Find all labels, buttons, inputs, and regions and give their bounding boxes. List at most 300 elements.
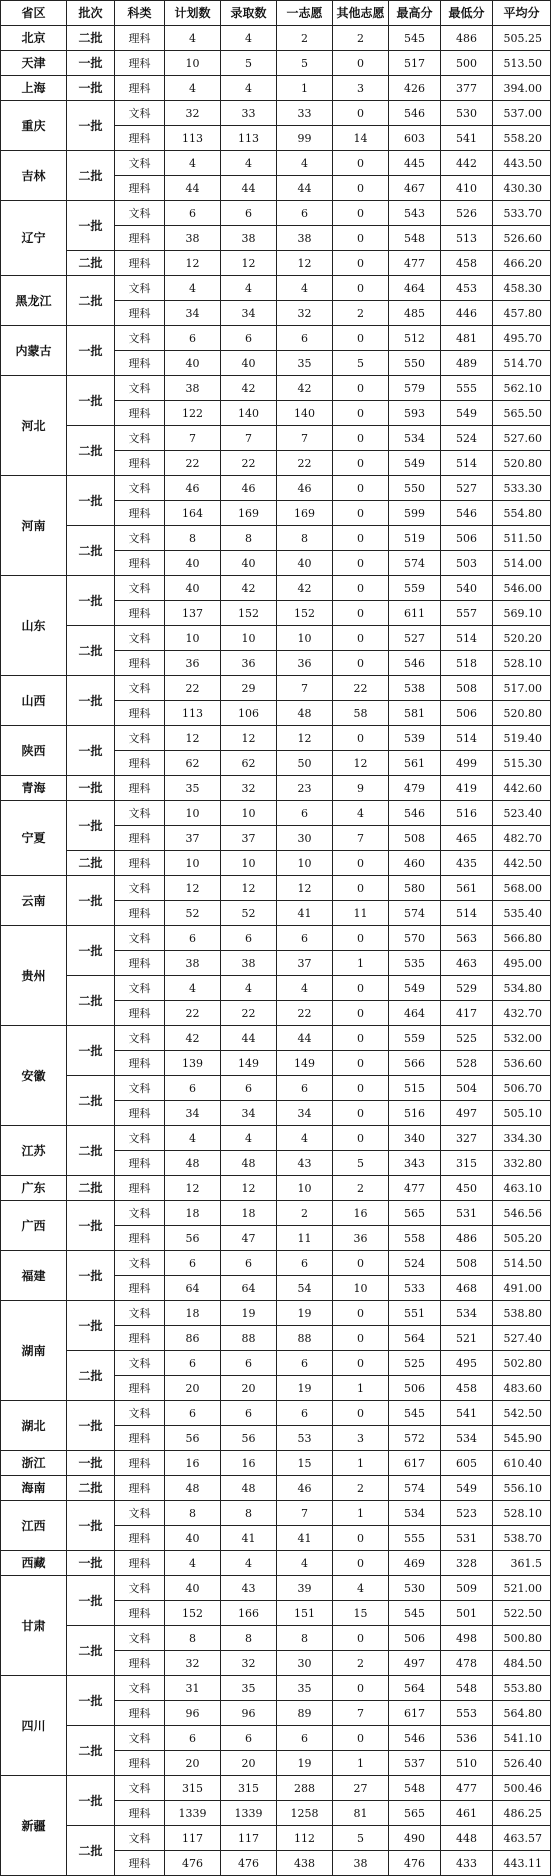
header-avg-score: 平均分: [493, 1, 551, 26]
other-choice-cell: 1: [333, 1376, 389, 1401]
province-cell: 江苏: [1, 1126, 67, 1176]
subject-cell: 文科: [115, 1076, 165, 1101]
batch-cell: 一批: [67, 576, 115, 626]
max-score-cell: 565: [389, 1801, 441, 1826]
header-min-score: 最低分: [441, 1, 493, 26]
table-header-row: [1, 1, 551, 26]
first-choice-cell: 151: [277, 1601, 333, 1626]
subject-cell: 理科: [115, 501, 165, 526]
table-row: [1, 926, 551, 951]
avg-score-cell: 515.30: [493, 751, 551, 776]
table-row: [1, 1026, 551, 1051]
batch-cell: 二批: [67, 526, 115, 576]
plan-cell: 34: [165, 1101, 221, 1126]
first-choice-cell: 5: [277, 51, 333, 76]
avg-score-cell: 566.80: [493, 926, 551, 951]
province-cell: 天津: [1, 51, 67, 76]
batch-cell: 一批: [67, 101, 115, 151]
first-choice-cell: 35: [277, 1676, 333, 1701]
admitted-cell: 88: [221, 1326, 277, 1351]
plan-cell: 10: [165, 626, 221, 651]
subject-cell: 文科: [115, 1776, 165, 1801]
admitted-cell: 169: [221, 501, 277, 526]
plan-cell: 315: [165, 1776, 221, 1801]
admitted-cell: 12: [221, 1176, 277, 1201]
plan-cell: 22: [165, 676, 221, 701]
first-choice-cell: 2: [277, 26, 333, 51]
batch-cell: 二批: [67, 1726, 115, 1776]
plan-cell: 10: [165, 851, 221, 876]
subject-cell: 理科: [115, 1276, 165, 1301]
subject-cell: 文科: [115, 1351, 165, 1376]
max-score-cell: 477: [389, 251, 441, 276]
admitted-cell: 34: [221, 1101, 277, 1126]
min-score-cell: 486: [441, 1226, 493, 1251]
header-plan: 计划数: [165, 1, 221, 26]
min-score-cell: 555: [441, 376, 493, 401]
min-score-cell: 527: [441, 476, 493, 501]
plan-cell: 62: [165, 751, 221, 776]
admitted-cell: 4: [221, 1126, 277, 1151]
min-score-cell: 506: [441, 526, 493, 551]
admitted-cell: 38: [221, 226, 277, 251]
max-score-cell: 527: [389, 626, 441, 651]
table-row: [1, 26, 551, 51]
table-row: [1, 676, 551, 701]
batch-cell: 二批: [67, 1126, 115, 1176]
batch-cell: 二批: [67, 626, 115, 676]
max-score-cell: 485: [389, 301, 441, 326]
avg-score-cell: 526.40: [493, 1751, 551, 1776]
admitted-cell: 47: [221, 1226, 277, 1251]
province-cell: 海南: [1, 1476, 67, 1501]
first-choice-cell: 4: [277, 1126, 333, 1151]
subject-cell: 理科: [115, 1101, 165, 1126]
subject-cell: 文科: [115, 1026, 165, 1051]
max-score-cell: 546: [389, 101, 441, 126]
max-score-cell: 555: [389, 1526, 441, 1551]
avg-score-cell: 534.80: [493, 976, 551, 1001]
batch-cell: 一批: [67, 376, 115, 426]
table-row: [1, 1676, 551, 1701]
max-score-cell: 545: [389, 1601, 441, 1626]
other-choice-cell: 5: [333, 1151, 389, 1176]
avg-score-cell: 546.56: [493, 1201, 551, 1226]
batch-cell: 二批: [67, 426, 115, 476]
first-choice-cell: 7: [277, 1501, 333, 1526]
table-row: [1, 976, 551, 1001]
max-score-cell: 538: [389, 676, 441, 701]
avg-score-cell: 514.70: [493, 351, 551, 376]
first-choice-cell: 112: [277, 1826, 333, 1851]
min-score-cell: 450: [441, 1176, 493, 1201]
table-row: [1, 326, 551, 351]
max-score-cell: 574: [389, 901, 441, 926]
subject-cell: 理科: [115, 1426, 165, 1451]
plan-cell: 42: [165, 1026, 221, 1051]
table-row: [1, 726, 551, 751]
plan-cell: 48: [165, 1151, 221, 1176]
admitted-cell: 4: [221, 151, 277, 176]
plan-cell: 31: [165, 1676, 221, 1701]
first-choice-cell: 40: [277, 551, 333, 576]
header-admitted: 录取数: [221, 1, 277, 26]
province-cell: 江西: [1, 1501, 67, 1551]
max-score-cell: 530: [389, 1576, 441, 1601]
province-cell: 西藏: [1, 1551, 67, 1576]
avg-score-cell: 463.57: [493, 1826, 551, 1851]
subject-cell: 理科: [115, 1551, 165, 1576]
min-score-cell: 514: [441, 726, 493, 751]
province-cell: 福建: [1, 1251, 67, 1301]
subject-cell: 理科: [115, 776, 165, 801]
max-score-cell: 535: [389, 951, 441, 976]
table-body: [1, 26, 551, 1876]
max-score-cell: 534: [389, 426, 441, 451]
table-row: [1, 1551, 551, 1576]
batch-cell: 一批: [67, 726, 115, 776]
avg-score-cell: 519.40: [493, 726, 551, 751]
batch-cell: 一批: [67, 201, 115, 251]
min-score-cell: 563: [441, 926, 493, 951]
other-choice-cell: 9: [333, 776, 389, 801]
min-score-cell: 514: [441, 901, 493, 926]
avg-score-cell: 520.20: [493, 626, 551, 651]
other-choice-cell: 4: [333, 1576, 389, 1601]
subject-cell: 理科: [115, 701, 165, 726]
subject-cell: 文科: [115, 726, 165, 751]
other-choice-cell: 0: [333, 526, 389, 551]
plan-cell: 56: [165, 1426, 221, 1451]
max-score-cell: 551: [389, 1301, 441, 1326]
first-choice-cell: 43: [277, 1151, 333, 1176]
admitted-cell: 6: [221, 201, 277, 226]
first-choice-cell: 11: [277, 1226, 333, 1251]
province-cell: 湖北: [1, 1401, 67, 1451]
other-choice-cell: 0: [333, 451, 389, 476]
other-choice-cell: 0: [333, 1101, 389, 1126]
min-score-cell: 458: [441, 251, 493, 276]
avg-score-cell: 463.10: [493, 1176, 551, 1201]
avg-score-cell: 514.50: [493, 1251, 551, 1276]
plan-cell: 34: [165, 301, 221, 326]
admitted-cell: 36: [221, 651, 277, 676]
min-score-cell: 504: [441, 1076, 493, 1101]
max-score-cell: 559: [389, 1026, 441, 1051]
first-choice-cell: 23: [277, 776, 333, 801]
batch-cell: 一批: [67, 1451, 115, 1476]
admitted-cell: 33: [221, 101, 277, 126]
subject-cell: 理科: [115, 401, 165, 426]
max-score-cell: 469: [389, 1551, 441, 1576]
plan-cell: 40: [165, 1526, 221, 1551]
min-score-cell: 499: [441, 751, 493, 776]
first-choice-cell: 7: [277, 426, 333, 451]
plan-cell: 40: [165, 576, 221, 601]
avg-score-cell: 537.00: [493, 101, 551, 126]
first-choice-cell: 4: [277, 276, 333, 301]
subject-cell: 文科: [115, 101, 165, 126]
table-row: [1, 1576, 551, 1601]
subject-cell: 理科: [115, 601, 165, 626]
subject-cell: 理科: [115, 851, 165, 876]
first-choice-cell: 8: [277, 1626, 333, 1651]
min-score-cell: 435: [441, 851, 493, 876]
batch-cell: 一批: [67, 1501, 115, 1551]
subject-cell: 理科: [115, 1751, 165, 1776]
other-choice-cell: 27: [333, 1776, 389, 1801]
table-row: [1, 876, 551, 901]
admitted-cell: 4: [221, 1551, 277, 1576]
max-score-cell: 617: [389, 1701, 441, 1726]
subject-cell: 理科: [115, 51, 165, 76]
subject-cell: 文科: [115, 976, 165, 1001]
province-cell: 云南: [1, 876, 67, 926]
avg-score-cell: 542.50: [493, 1401, 551, 1426]
max-score-cell: 546: [389, 801, 441, 826]
avg-score-cell: 565.50: [493, 401, 551, 426]
avg-score-cell: 521.00: [493, 1576, 551, 1601]
plan-cell: 139: [165, 1051, 221, 1076]
avg-score-cell: 514.00: [493, 551, 551, 576]
max-score-cell: 603: [389, 126, 441, 151]
other-choice-cell: 0: [333, 201, 389, 226]
plan-cell: 22: [165, 1001, 221, 1026]
max-score-cell: 445: [389, 151, 441, 176]
subject-cell: 理科: [115, 76, 165, 101]
plan-cell: 7: [165, 426, 221, 451]
max-score-cell: 476: [389, 1851, 441, 1876]
province-cell: 甘肃: [1, 1576, 67, 1676]
province-cell: 重庆: [1, 101, 67, 151]
first-choice-cell: 33: [277, 101, 333, 126]
admitted-cell: 8: [221, 1501, 277, 1526]
subject-cell: 理科: [115, 1526, 165, 1551]
subject-cell: 理科: [115, 26, 165, 51]
avg-score-cell: 520.80: [493, 701, 551, 726]
admitted-cell: 96: [221, 1701, 277, 1726]
province-cell: 四川: [1, 1676, 67, 1776]
max-score-cell: 533: [389, 1276, 441, 1301]
avg-score-cell: 528.10: [493, 651, 551, 676]
first-choice-cell: 44: [277, 176, 333, 201]
admitted-cell: 4: [221, 976, 277, 1001]
avg-score-cell: 505.10: [493, 1101, 551, 1126]
subject-cell: 理科: [115, 126, 165, 151]
admitted-cell: 140: [221, 401, 277, 426]
header-province: 省区: [1, 1, 67, 26]
plan-cell: 38: [165, 951, 221, 976]
plan-cell: 6: [165, 201, 221, 226]
batch-cell: 二批: [67, 26, 115, 51]
avg-score-cell: 526.60: [493, 226, 551, 251]
min-score-cell: 540: [441, 576, 493, 601]
plan-cell: 4: [165, 26, 221, 51]
avg-score-cell: 500.46: [493, 1776, 551, 1801]
max-score-cell: 611: [389, 601, 441, 626]
min-score-cell: 541: [441, 126, 493, 151]
other-choice-cell: 0: [333, 1526, 389, 1551]
plan-cell: 18: [165, 1201, 221, 1226]
avg-score-cell: 553.80: [493, 1676, 551, 1701]
other-choice-cell: 2: [333, 26, 389, 51]
admitted-cell: 8: [221, 526, 277, 551]
other-choice-cell: 0: [333, 1301, 389, 1326]
max-score-cell: 519: [389, 526, 441, 551]
first-choice-cell: 99: [277, 126, 333, 151]
avg-score-cell: 610.40: [493, 1451, 551, 1476]
min-score-cell: 315: [441, 1151, 493, 1176]
table-row: [1, 851, 551, 876]
min-score-cell: 497: [441, 1101, 493, 1126]
min-score-cell: 468: [441, 1276, 493, 1301]
table-row: [1, 1451, 551, 1476]
subject-cell: 文科: [115, 676, 165, 701]
subject-cell: 理科: [115, 176, 165, 201]
other-choice-cell: 2: [333, 1651, 389, 1676]
plan-cell: 44: [165, 176, 221, 201]
other-choice-cell: 5: [333, 1826, 389, 1851]
subject-cell: 文科: [115, 1826, 165, 1851]
first-choice-cell: 152: [277, 601, 333, 626]
subject-cell: 理科: [115, 1376, 165, 1401]
plan-cell: 1339: [165, 1801, 221, 1826]
max-score-cell: 525: [389, 1351, 441, 1376]
max-score-cell: 548: [389, 226, 441, 251]
table-row: [1, 1476, 551, 1501]
table-row: [1, 801, 551, 826]
plan-cell: 32: [165, 1651, 221, 1676]
province-cell: 北京: [1, 26, 67, 51]
admitted-cell: 48: [221, 1476, 277, 1501]
avg-score-cell: 495.70: [493, 326, 551, 351]
first-choice-cell: 4: [277, 976, 333, 1001]
subject-cell: 理科: [115, 1451, 165, 1476]
plan-cell: 4: [165, 76, 221, 101]
batch-cell: 二批: [67, 151, 115, 201]
avg-score-cell: 394.00: [493, 76, 551, 101]
max-score-cell: 477: [389, 1176, 441, 1201]
min-score-cell: 514: [441, 451, 493, 476]
admitted-cell: 10: [221, 801, 277, 826]
table-row: [1, 1201, 551, 1226]
plan-cell: 38: [165, 376, 221, 401]
other-choice-cell: 0: [333, 476, 389, 501]
plan-cell: 6: [165, 1726, 221, 1751]
subject-cell: 理科: [115, 1476, 165, 1501]
other-choice-cell: 11: [333, 901, 389, 926]
max-score-cell: 549: [389, 451, 441, 476]
avg-score-cell: 558.20: [493, 126, 551, 151]
other-choice-cell: 2: [333, 301, 389, 326]
admitted-cell: 6: [221, 1076, 277, 1101]
min-score-cell: 514: [441, 626, 493, 651]
province-cell: 湖南: [1, 1301, 67, 1401]
plan-cell: 52: [165, 901, 221, 926]
min-score-cell: 498: [441, 1626, 493, 1651]
first-choice-cell: 41: [277, 1526, 333, 1551]
avg-score-cell: 535.40: [493, 901, 551, 926]
avg-score-cell: 523.40: [493, 801, 551, 826]
admitted-cell: 20: [221, 1376, 277, 1401]
min-score-cell: 327: [441, 1126, 493, 1151]
subject-cell: 理科: [115, 1651, 165, 1676]
subject-cell: 理科: [115, 1701, 165, 1726]
min-score-cell: 506: [441, 701, 493, 726]
admitted-cell: 34: [221, 301, 277, 326]
min-score-cell: 531: [441, 1201, 493, 1226]
other-choice-cell: 0: [333, 726, 389, 751]
max-score-cell: 464: [389, 1001, 441, 1026]
min-score-cell: 534: [441, 1426, 493, 1451]
first-choice-cell: 46: [277, 476, 333, 501]
admitted-cell: 43: [221, 1576, 277, 1601]
avg-score-cell: 502.80: [493, 1351, 551, 1376]
plan-cell: 40: [165, 1576, 221, 1601]
subject-cell: 理科: [115, 1326, 165, 1351]
admitted-cell: 62: [221, 751, 277, 776]
avg-score-cell: 430.30: [493, 176, 551, 201]
admitted-cell: 476: [221, 1851, 277, 1876]
avg-score-cell: 442.50: [493, 851, 551, 876]
first-choice-cell: 6: [277, 1076, 333, 1101]
max-score-cell: 515: [389, 1076, 441, 1101]
first-choice-cell: 50: [277, 751, 333, 776]
plan-cell: 40: [165, 351, 221, 376]
first-choice-cell: 6: [277, 326, 333, 351]
first-choice-cell: 41: [277, 901, 333, 926]
subject-cell: 理科: [115, 551, 165, 576]
first-choice-cell: 12: [277, 876, 333, 901]
min-score-cell: 605: [441, 1451, 493, 1476]
header-max-score: 最高分: [389, 1, 441, 26]
first-choice-cell: 10: [277, 626, 333, 651]
max-score-cell: 617: [389, 1451, 441, 1476]
plan-cell: 38: [165, 226, 221, 251]
subject-cell: 理科: [115, 1001, 165, 1026]
first-choice-cell: 35: [277, 351, 333, 376]
min-score-cell: 461: [441, 1801, 493, 1826]
other-choice-cell: 0: [333, 1401, 389, 1426]
min-score-cell: 516: [441, 801, 493, 826]
avg-score-cell: 506.70: [493, 1076, 551, 1101]
max-score-cell: 550: [389, 476, 441, 501]
first-choice-cell: 48: [277, 701, 333, 726]
plan-cell: 4: [165, 151, 221, 176]
max-score-cell: 546: [389, 1726, 441, 1751]
plan-cell: 56: [165, 1226, 221, 1251]
max-score-cell: 524: [389, 1251, 441, 1276]
table-row: [1, 201, 551, 226]
avg-score-cell: 522.50: [493, 1601, 551, 1626]
first-choice-cell: 6: [277, 926, 333, 951]
first-choice-cell: 6: [277, 1401, 333, 1426]
min-score-cell: 489: [441, 351, 493, 376]
other-choice-cell: 0: [333, 1551, 389, 1576]
max-score-cell: 593: [389, 401, 441, 426]
admitted-cell: 35: [221, 1676, 277, 1701]
admitted-cell: 5: [221, 51, 277, 76]
first-choice-cell: 6: [277, 201, 333, 226]
subject-cell: 文科: [115, 1626, 165, 1651]
min-score-cell: 442: [441, 151, 493, 176]
province-cell: 内蒙古: [1, 326, 67, 376]
plan-cell: 10: [165, 51, 221, 76]
min-score-cell: 453: [441, 276, 493, 301]
max-score-cell: 460: [389, 851, 441, 876]
min-score-cell: 465: [441, 826, 493, 851]
other-choice-cell: 0: [333, 1126, 389, 1151]
